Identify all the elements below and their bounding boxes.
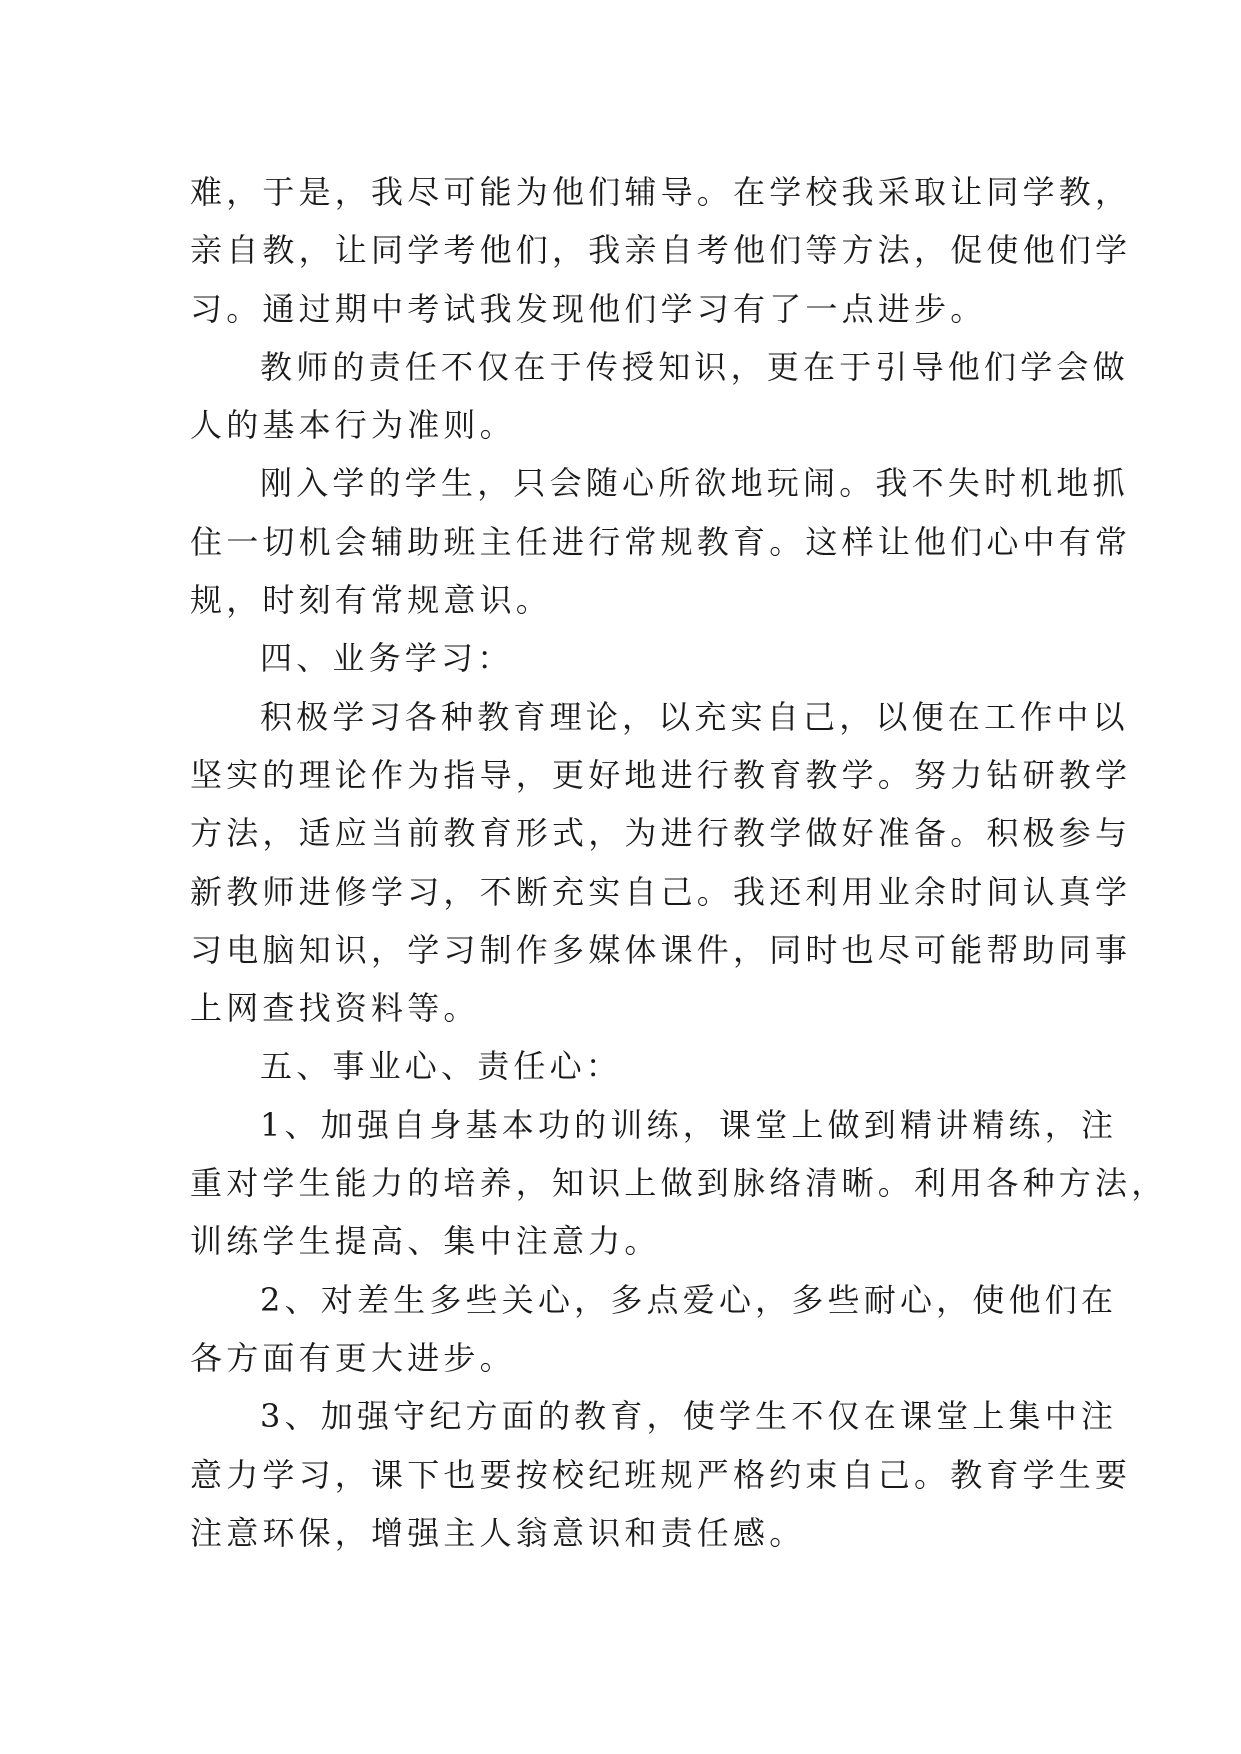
list-item-start-line: 2、对差生多些关心，多点爱心，多些耐心，使他们在 xyxy=(260,1280,1118,1319)
section-heading: 五、事业心、责任心： xyxy=(260,1047,623,1086)
text-line: 注意环保，增强主人翁意识和责任感。 xyxy=(190,1513,806,1552)
list-item-start-line: 1、加强自身基本功的训练，课堂上做到精讲精练，注 xyxy=(260,1105,1118,1144)
list-item-start-line: 3、加强守纪方面的教育，使学生不仅在课堂上集中注 xyxy=(260,1397,1118,1436)
text-line: 新教师进修学习，不断充实自己。我还利用业余时间认真学 xyxy=(190,872,1132,911)
text-line: 住一切机会辅助班主任进行常规教育。这样让他们心中有常 xyxy=(190,522,1132,561)
text-line: 意力学习，课下也要按校纪班规严格约束自己。教育学生要 xyxy=(190,1455,1132,1494)
text-line: 训练学生提高、集中注意力。 xyxy=(190,1222,661,1261)
paragraph-start-line: 积极学习各种教育理论，以充实自己，以便在工作中以 xyxy=(260,697,1129,736)
text-line: 习。通过期中考试我发现他们学习有了一点进步。 xyxy=(190,289,987,328)
text-line: 亲自教，让同学考他们，我亲自考他们等方法，促使他们学 xyxy=(190,231,1132,270)
text-line: 各方面有更大进步。 xyxy=(190,1338,516,1377)
text-line: 上网查找资料等。 xyxy=(190,989,480,1028)
section-heading: 四、业务学习： xyxy=(260,639,514,678)
paragraph-start-line: 刚入学的学生，只会随心所欲地玩闹。我不失时机地抓 xyxy=(260,464,1129,503)
text-line: 难，于是，我尽可能为他们辅导。在学校我采取让同学教， xyxy=(190,173,1132,211)
text-line: 规，时刻有常规意识。 xyxy=(190,581,553,620)
document-body xyxy=(190,163,1168,1562)
text-line: 坚实的理论作为指导，更好地进行教育教学。努力钻研教学 xyxy=(190,755,1132,794)
text-line: 人的基本行为准则。 xyxy=(190,406,516,445)
text-line: 方法，适应当前教育形式，为进行教学做好准备。积极参与 xyxy=(190,814,1132,853)
text-line: 习电脑知识，学习制作多媒体课件，同时也尽可能帮助同事 xyxy=(190,930,1132,969)
text-line: 重对学生能力的培养，知识上做到脉络清晰。利用各种方法， xyxy=(190,1164,1168,1203)
paragraph-start-line: 教师的责任不仅在于传授知识，更在于引导他们学会做 xyxy=(260,347,1129,386)
